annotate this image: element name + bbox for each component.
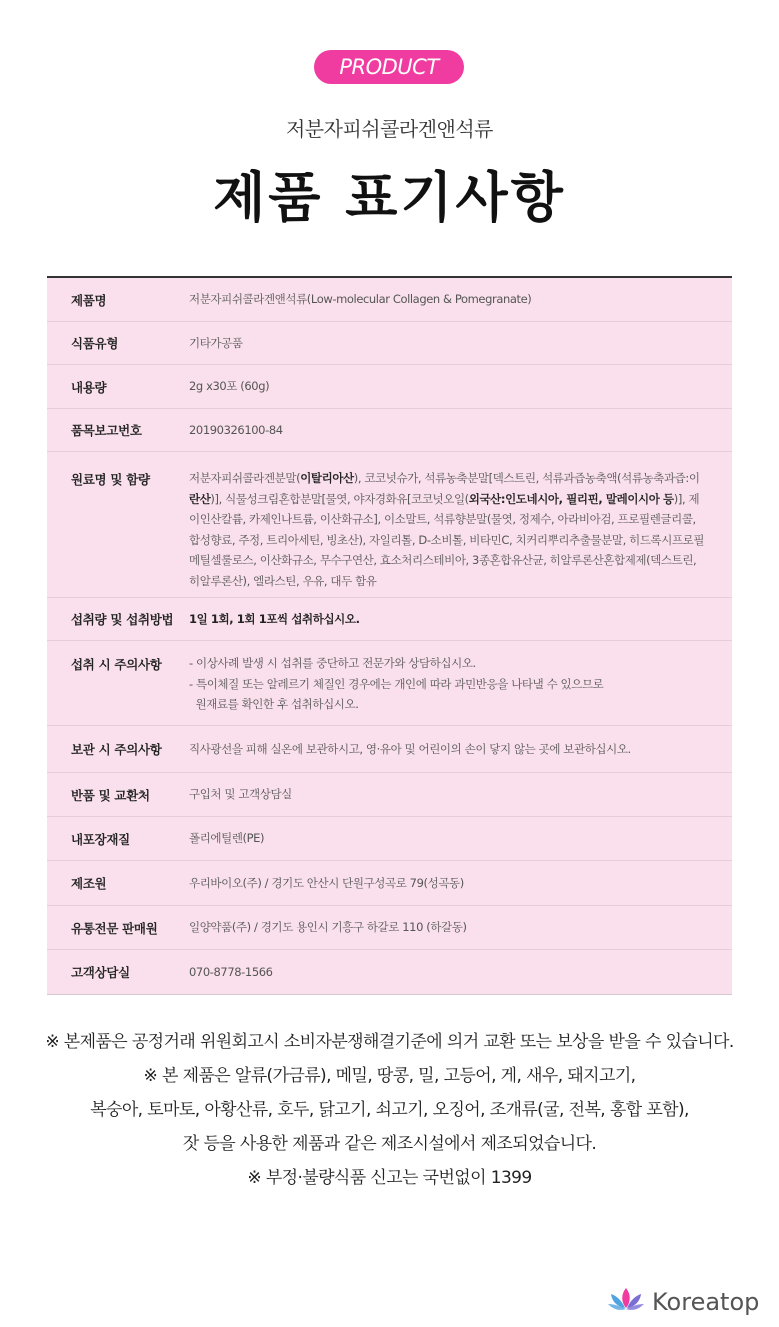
row-label: 섭취 시 주의사항 [71,657,162,672]
table-row [47,365,732,409]
row-value: 1일 1회, 1회 1포씩 섭취하십시오. [189,611,360,626]
notice-line: ※ 본제품은 공정거래 위원회고시 소비자분쟁해결기준에 의거 교환 또는 보상을 받을 수 있습니다. [45,1032,734,1052]
row-label: 제조원 [71,876,107,891]
table-row [47,906,732,950]
row-label: 내용량 [71,379,107,395]
row-value: 20190326100-84 [189,422,283,437]
row-value: 저분자피쉬콜라겐앤석류(Low-molecular Collagen & Pomegranate) [189,292,532,307]
table-row [47,641,732,726]
table-row [47,950,732,994]
lotus-icon [606,1286,646,1318]
row-label: 제품명 [71,292,107,308]
row-label: 보관 시 주의사항 [71,742,162,757]
row-label: 내포장재질 [71,831,130,847]
row-value: 070-8778-1566 [189,964,273,979]
page-title: 제품 표기사항 [213,166,566,229]
table-row [47,861,732,906]
product-badge: PRODUCT [314,50,464,84]
notice-line: 잣 등을 사용한 제품과 같은 제조시설에서 제조되었습니다. [182,1134,597,1154]
row-value: 폴리에틸렌(PE) [189,831,265,846]
table-row [47,452,732,598]
row-label: 반품 및 교환처 [71,787,150,803]
brand-logo [606,1284,759,1320]
row-value: 일양약품(주) / 경기도 용인시 기흥구 하갈로 110 (하갈동) [189,920,467,935]
row-value: 2g x30포 (60g) [189,379,270,394]
product-subtitle: 저분자피쉬콜라겐앤석류 [285,117,494,141]
row-value: 구입처 및 고객상담실 [189,787,292,802]
row-label: 섭취량 및 섭취방법 [71,612,174,627]
table-row [47,817,732,861]
ingredients-value: 저분자피쉬콜라겐분말(이탈리아산), 코코넛슈가, 석류농축분말[덱스트린, 석류과즙농축액(석류농축과즙:이란산)], 식물성크림혼합분말[물엿, 야자경화유[코코넛오일(외국산:인도네시아, 필리핀, 말레이시아 등)], 제이인산칼륨, 카제인나트륨, 이산화규소], 이소말트, 석류향분말(물엿, 정제수, 아라비아검, 프로필렌글리콜, 합성향료, 주정, 트리아세틴, 빙초산), 자일리톨, D-소비톨, 비타민C, 치커리뿌리추출물분말, 히드록시프로필메틸셀룰로스, 이산화규소, 무수구연산, 효소처리스테비아, 3종혼합유산균, 히알루론산혼합제제(덱스트린, 히알루론산), 엘라스틴, 우유, 대두 함유 [189,471,705,588]
row-value: 기타가공품 [189,335,243,350]
brand-name: Koreatop [652,1288,760,1316]
row-label: 유통전문 판매원 [71,920,158,936]
row-label: 식품유형 [71,336,119,351]
table-row [47,409,732,452]
row-label: 고객상담실 [71,965,130,980]
row-value: 직사광선을 피해 실온에 보관하시고, 영·유아 및 어린이의 손이 닿지 않는 곳에 보관하십시오. [189,741,631,756]
table-row [47,278,732,322]
table-row [47,598,732,641]
row-label: 원료명 및 함량 [71,472,150,487]
row-label: 품목보고번호 [71,423,142,438]
row-value: 우리바이오(주) / 경기도 안산시 단원구성곡로 79(성곡동) [189,875,464,890]
table-row [47,726,732,773]
table-row [47,322,732,365]
notice-text [0,1025,779,1195]
caution-value: - 이상사례 발생 시 섭취를 중단하고 전문가와 상담하십시오. - 특이체질 또는 알레르기 체질인 경우에는 개인에 따라 과민반응을 나타낼 수 있으므로 원재료를 확인한 후 섭취하십시오. [189,656,604,711]
product-info-table [47,276,732,995]
table-row [47,773,732,817]
notice-line: ※ 부정·불량식품 신고는 국번없이 1399 [247,1168,532,1188]
notice-line: ※ 본 제품은 알류(가금류), 메밀, 땅콩, 밀, 고등어, 게, 새우, 돼지고기, [143,1066,636,1086]
notice-line: 복숭아, 토마토, 아황산류, 호두, 닭고기, 쇠고기, 오징어, 조개류(굴, 전복, 홍합 포함), [90,1100,689,1120]
